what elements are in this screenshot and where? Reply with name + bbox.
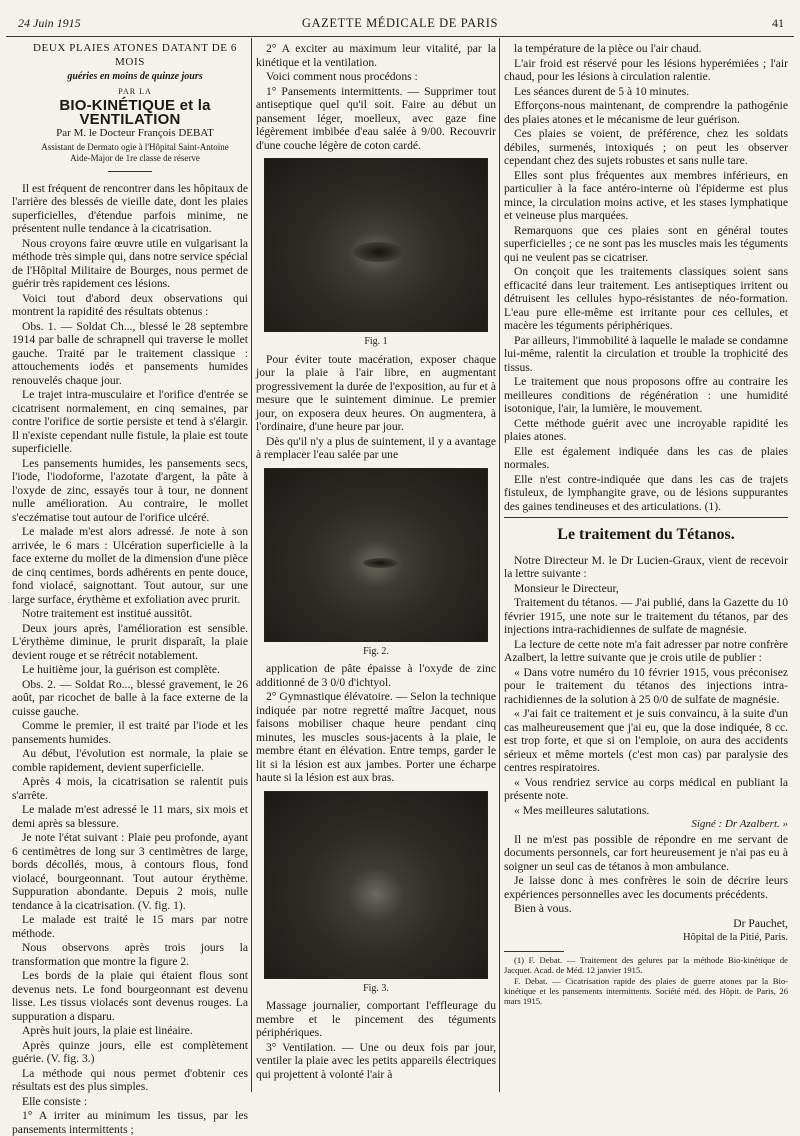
paragraph: Ces plaies se voient, de préférence, chez les soldats débiles, surmenés, intoxiqués ; on peut les observer cependant chez des sujets robustes et sans nulle tare. [504,127,788,168]
paragraph: Bien à vous. [504,902,788,916]
column-2 [256,42,496,1098]
paragraph: Nous croyons faire œuvre utile en vulgarisant la méthode très simple qui, dans notre service spécial de l'Hôpital Militaire de Bourges, nous permet de guérir très rapidement ces lésions. [12,237,248,291]
paragraph: Monsieur le Directeur, [504,582,788,596]
paragraph: Elles sont plus fréquentes aux membres inférieurs, en particulier à la face antéro-interne où l'épiderme est plus mince, la circulation moins active, et les stases lymphatique et veineuse plus marquées. [504,169,788,223]
paragraph: Efforçons-nous maintenant, de comprendre la pathogénie des plaies atones et le mécanisme de leur guérison. [504,99,788,126]
paragraph: Pour éviter toute macération, exposer chaque jour la plaie à l'air libre, en augmentant progressivement la durée de l'exposition, au fur et à mesure que le suintement diminue. Le premier jour, on exposera deux heures. On augmentera, à l'ordinaire, d'une heure par jour. [256,353,496,434]
paragraph: Les pansements humides, les pansements secs, l'iode, l'iodoforme, l'azotate d'argent, la pâte à l'oxyde de zinc, essayés tour à tour, ne donnent nulle amélioration. Au contraire, le mollet s'eczématise tout autour de l'orifice ulcéré. [12,457,248,525]
article-title-main: BIO-KINÉTIQUE et la VENTILATION [12,99,248,126]
figure-2-caption: Fig. 2. [256,645,496,659]
paragraph: Après quinze jours, elle est complètement guérie. (V. fig. 3.) [12,1039,248,1066]
figure-3-caption: Fig. 3. [256,982,496,996]
footnote-rule [504,951,564,952]
wound-image [363,558,399,568]
paragraph: Le malade est traité le 15 mars par notre méthode. [12,913,248,940]
author-place: Hôpital de la Pitié, Paris. [504,931,788,945]
paragraph: Par ailleurs, l'immobilité à laquelle le malade se condamne lui-même, ralentit la circulation et trouble la trophicité des tissus. [504,334,788,375]
paragraph: Au début, l'évolution est normale, la plaie se comble rapidement, devient superficielle. [12,747,248,774]
paragraph: Elle est également indiquée dans les cas de plaies normales. [504,445,788,472]
column-1 [12,42,248,1098]
author-name: Dr Pauchet, [504,917,788,931]
paragraph: Obs. 2. — Soldat Ro..., blessé gravement, le 26 août, par ricochet de balle à la face externe de la cuisse gauche. [12,678,248,719]
paragraph: 3° Ventilation. — Une ou deux fois par jour, ventiler la plaie avec les petits appareils électriques qui projettent à volonté l'air à [256,1041,496,1082]
footnote-2: F. Debat. — Cicatrisation rapide des plaies de guerre atones par la Bio-kinétique et les pansements intermittents. Société méd. des Hôpit. de Paris, 26 mars 1915. [504,976,788,1006]
paragraph: Traitement du tétanos. — J'ai publié, dans la Gazette du 10 février 1915, une note sur le traitement du tétanos, par des injections intra-rachidiennes de sulfate de magnésie. [504,596,788,637]
paragraph: Les bords de la plaie qui étaient flous sont devenus nets. Le fond bourgeonnant est devenu lisse. Les tissus violacés sont devenus rouges. La suppuration a disparu. [12,969,248,1023]
column-divider-2 [499,38,500,1092]
column-3-text [504,42,788,513]
paragraph: Je laisse donc à mes confrères le soin de décrire leurs expériences personnelles avec les documents précédents. [504,874,788,901]
figure-3-photo [264,791,488,979]
paragraph: Le trajet intra-musculaire et l'orifice d'entrée se cicatrisent normalement, en cinq semaines, par contre l'orifice de sortie persiste et tend à s'élargir. Il n'existe cependant nulle fistule, la plaie est toute superficielle. [12,388,248,456]
header-rule [6,36,794,37]
issue-date: 24 Juin 1915 [18,16,81,31]
page-number: 41 [772,16,784,31]
paragraph: Dès qu'il n'y a plus de suintement, il y a avantage à remplacer l'eau salée par une [256,435,496,462]
column-3 [504,42,788,1098]
paragraph: Le malade m'est adressé le 11 mars, six mois et demi après sa blessure. [12,803,248,830]
wound-image [354,242,403,263]
section-rule [504,517,788,518]
paragraph: Il ne m'est pas possible de répondre en me servant de documents personnels, car fort heureusement je n'ai pas eu à soigner un seul cas de tétanos à mon ambulance. [504,833,788,874]
paragraph: Il est fréquent de rencontrer dans les hôpitaux de l'arrière des blessés de vieille date, dont les plaies superficielles, d'étendue parfois minime, ne présentent nulle tendance à la cicatrisation. [12,182,248,236]
author-affiliation-1: Assistant de Dermato ogie à l'Hôpital Saint-Antoine [12,142,248,152]
paragraph: Le traitement que nous proposons offre au contraire les meilleures conditions de régénération : une humidité isotonique, l'air, la lumière, le mouvement. [504,375,788,416]
article-title-line-3: PAR LA [12,85,248,99]
paragraph: Remarquons que ces plaies sont en général toutes superficielles ; ce ne sont pas les muscles mais les téguments qui ne veulent pas se cicatriser. [504,224,788,265]
paragraph: Je note l'état suivant : Plaie peu profonde, ayant 6 centimètres de long sur 3 centimètres de large, bords décollés, mous, à contours flous, fond violacé, bourgeonnant. Tout autour érythème. Suppuration abondante. Depuis 2 mois, nulle tendance à la cicatrisation. (V. fig. 1). [12,831,248,912]
paragraph: « Mes meilleures salutations. [504,804,788,818]
paragraph: Elle n'est contre-indiquée que dans les cas de trajets fistuleux, de lymphangite grave, ou de lésions suppurantes des gaines tendineuses et des articulations. (1). [504,473,788,514]
paragraph: La lecture de cette note m'a fait adresser par notre confrère Azalbert, la lettre suivante que je crois utile de publier : [504,638,788,665]
author-affiliation-2: Aide-Major de 1re classe de réserve [12,153,248,163]
article-author: Par M. le Docteur François DEBAT [12,127,248,141]
paragraph: Voici tout d'abord deux observations qui montrent la rapidité des résultats obtenus : [12,292,248,319]
paragraph: Massage journalier, comportant l'effleurage du membre et le pincement des téguments périphériques. [256,999,496,1040]
paragraph: Après 4 mois, la cicatrisation se ralentit puis s'arrête. [12,775,248,802]
paragraph: Cette méthode guérit avec une incroyable rapidité les plaies atones. [504,417,788,444]
tetanos-letter [504,554,788,818]
section-title-tetanos: Le traitement du Tétanos. [504,528,788,542]
column-2-text-c [256,662,496,785]
paragraph: la température de la pièce ou l'air chaud. [504,42,788,56]
letter-signature: Signé : Dr Azalbert. » [504,818,788,832]
paragraph: Le malade m'est alors adressé. Je note à son arrivée, le 6 mars : Ulcération superficielle à la face externe du mollet de la dimension d'une pièce de cinq centimes, bords adhérents en pente douce, fond violacé, saignottant. Tout autour, sur une large surface, érythème et exfoliation avec prurit. [12,525,248,606]
paragraph: Après huit jours, la plaie est linéaire. [12,1024,248,1038]
paragraph: « Vous rendriez service au corps médical en publiant la présente note. [504,776,788,803]
journal-title: GAZETTE MÉDICALE DE PARIS [0,16,800,31]
paragraph: On conçoit que les traitements classiques soient sans efficacité dans leur traitement. Les antiseptiques irritent ou détruisent les cellules hypo-résistantes de néo-formation. L'eau pure elle-même est irritante pour ces cellules, et macère les téguments périphériques. [504,265,788,333]
paragraph: 2° A exciter au maximum leur vitalité, par la kinétique et la ventilation. [256,42,496,69]
paragraph: La méthode qui nous permet d'obtenir ces résultats est des plus simples. [12,1067,248,1094]
footnote-1: (1) F. Debat. — Traitement des gelures par la méthode Bio-kinétique de Jacquet. Acad. de Méd. 12 janvier 1915. [504,955,788,975]
paragraph: Les séances durent de 5 à 10 minutes. [504,85,788,99]
paragraph: Le huitième jour, la guérison est complète. [12,663,248,677]
paragraph: Obs. 1. — Soldat Ch..., blessé le 28 septembre 1914 par balle de schrapnell qui traverse le mollet gauche. Traité par le traitement classique : attouchements iodés et pansements humides renouvelés chaque jour. [12,320,248,388]
paragraph: 2° Gymnastique élévatoire. — Selon la technique indiquée par notre regretté maître Jacquet, nous faisons mobiliser chaque heure pendant cinq minutes, les muscles sous-jacents à la plaie, le membre étant en élévation. Entre temps, garder le lit si la lésion est aux jambes. Porter une écharpe haute si la lésion est aux bras. [256,690,496,785]
paragraph: Notre traitement est institué aussitôt. [12,607,248,621]
paragraph: Deux jours après, l'amélioration est sensible. L'érythème diminue, le prurit disparaît, la plaie devient rouge et se rétrécit notablement. [12,622,248,663]
paragraph: « Dans votre numéro du 10 février 1915, vous préconisez pour le traitement du tétanos des injections intra-rachidiennes de la solution à 25 0/0 de sulfate de magnésie. [504,666,788,707]
page-header [0,0,800,40]
column-2-text-a [256,42,496,152]
column-1-body [12,182,248,1136]
article-title-line-1: DEUX PLAIES ATONES DATANT DE 6 MOIS [12,42,248,69]
tetanos-reply [504,833,788,916]
paragraph: 1° Pansements intermittents. — Supprimer tout antiseptique quel qu'il soit. Faire au début un pansement léger, moelleux, avec gaze fine légèrement imbibée d'eau salée à 9/00. Recouvrir d'une couche légère de coton cardé. [256,85,496,153]
title-rule [108,171,152,172]
paragraph: application de pâte épaisse à l'oxyde de zinc additionné de 3 0/0 d'ichtyol. [256,662,496,689]
paragraph: Elle consiste : [12,1095,248,1109]
paragraph: Voici comment nous procédons : [256,70,496,84]
paragraph: L'air froid est réservé pour les lésions hyperémiées ; l'air chaud, pour les lésions à circulation ralentie. [504,57,788,84]
paragraph: 1° A irriter au minimum les tissus, par les pansements intermittents ; [12,1109,248,1136]
paragraph: Notre Directeur M. le Dr Lucien-Graux, vient de recevoir la lettre suivante : [504,554,788,581]
paragraph: « J'ai fait ce traitement et je suis convaincu, à la suite d'un cas malheureusement que j'ai eu, que la dose indiquée, 8 cc. est trop forte, et que si on l'emploie, on aura des accidents sérieux et même mortels (c'est mon cas) par paralysie des centres respiratoires. [504,707,788,775]
paragraph: Comme le premier, il est traité par l'iode et les pansements humides. [12,719,248,746]
column-2-text-b [256,353,496,462]
figure-1-photo [264,158,488,332]
figure-1-caption: Fig. 1 [256,335,496,349]
column-2-text-d [256,999,496,1081]
article-title-line-2: guéries en moins de quinze jours [12,70,248,84]
figure-2-photo [264,468,488,642]
column-divider-1 [251,38,252,1092]
paragraph: Nous observons après trois jours la transformation que montre la figure 2. [12,941,248,968]
